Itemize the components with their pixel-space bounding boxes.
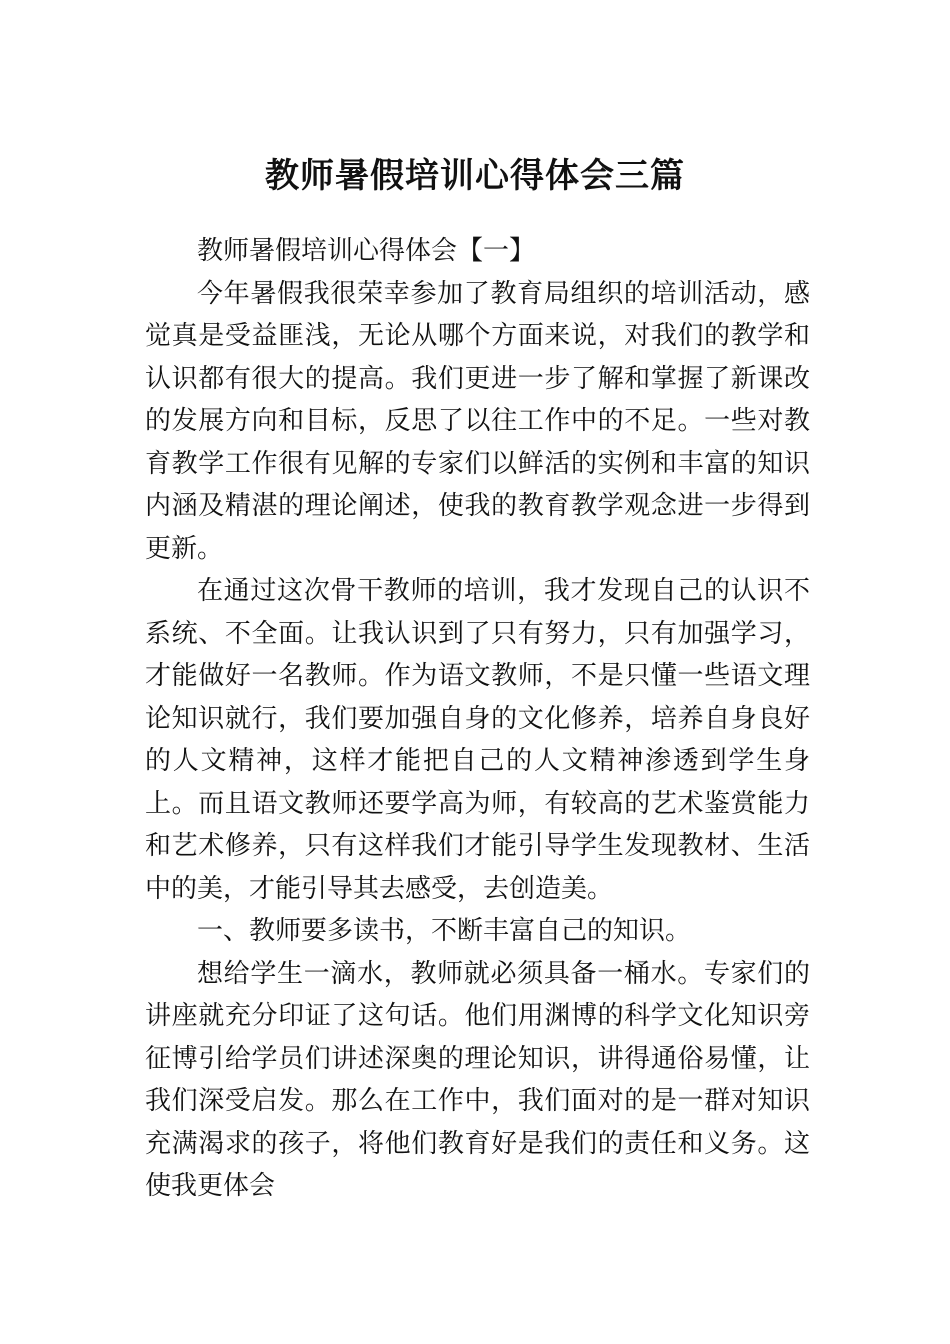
document-title: 教师暑假培训心得体会三篇 bbox=[265, 156, 685, 196]
paragraph: 在通过这次骨干教师的培训，我才发现自己的认识不系统、不全面。让我认识到了只有努力，只有加强学习，才能做好一名教师。作为语文教师，不是只懂一些语文理论知识就行，我们要加强自身的文化修养，培养自身良好的人文精神，这样才能把自己的人文精神渗透到学生身上。而且语文教师还要学高为师，有较高的艺术鉴赏能力和艺术修养，只有这样我们才能引导学生发现教材、生活中的美，才能引导其去感受，去创造美。 bbox=[145, 576, 810, 904]
paragraph: 今年暑假我很荣幸参加了教育局组织的培训活动，感觉真是受益匪浅，无论从哪个方面来说，对我们的教学和认识都有很大的提高。我们更进一步了解和掌握了新课改的发展方向和目标，反思了以往工作中的不足。一些对教育教学工作很有见解的专家们以鲜活的实例和丰富的知识内涵及精湛的理论阐述，使我的教育教学观念进一步得到更新。 bbox=[145, 278, 810, 564]
document-body bbox=[145, 230, 810, 1208]
section-heading: 教师暑假培训心得体会【一】 bbox=[197, 236, 536, 266]
paragraph: 想给学生一滴水，教师就必须具备一桶水。专家们的讲座就充分印证了这句话。他们用渊博的科学文化知识旁征博引给学员们讲述深奥的理论知识，讲得通俗易懂，让我们深受启发。那么在工作中，我们面对的是一群对知识充满渴求的孩子，将他们教育好是我们的责任和义务。这使我更体会 bbox=[145, 958, 810, 1201]
subheading: 一、教师要多读书，不断丰富自己的知识。 bbox=[197, 916, 692, 946]
